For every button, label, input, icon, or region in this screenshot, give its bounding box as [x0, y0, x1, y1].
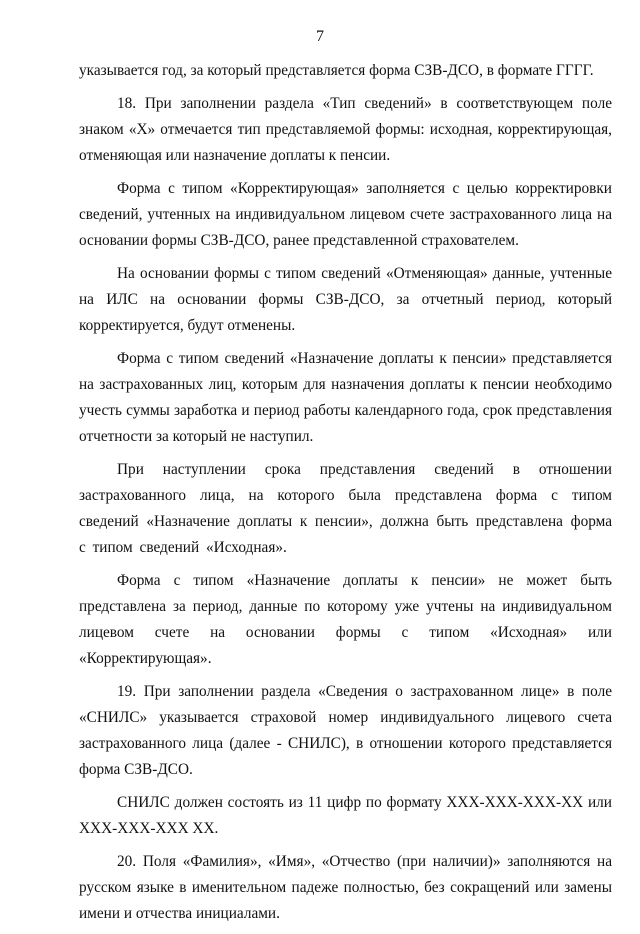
paragraph-year-format: указывается год, за который представляется форма СЗВ-ДСО, в формате ГГГГ. [79, 62, 594, 79]
paragraph-pension-supplement-form: Форма с типом сведений «Назначение доплаты к пенсии» представляется на застрахованных лиц, которым для назначения доплаты к пенсии необходимо учесть суммы заработка и период работы календарного года, срок представления отчетности за который не наступил. [79, 350, 612, 445]
paragraph-item-19: 19. При заполнении раздела «Сведения о застрахованном лице» в поле «СНИЛС» указывается страховой номер индивидуального лицевого счета застрахованного лица (далее - СНИЛС), в отношении которого представляется форма СЗВ-ДСО. [79, 683, 612, 778]
paragraph-cancelling-form: На основании формы с типом сведений «Отменяющая» данные, учтенные на ИЛС на основании формы СЗВ-ДСО, за отчетный период, который корректируется, будут отменены. [79, 265, 612, 334]
document-body [79, 58, 612, 934]
paragraph-supplement-restriction: Форма с типом «Назначение доплаты к пенсии» не может быть представлена за период, данные по которому уже учтены на индивидуальном лицевом счете на основании формы с типом «Исходная» или «Корректирующая». [79, 572, 612, 667]
paragraph-corrective-form: Форма с типом «Корректирующая» заполняется с целью корректировки сведений, учтенных на индивидуальном лицевом счете застрахованного лица на основании формы СЗВ-ДСО, ранее представленной страхователем. [79, 180, 612, 249]
page-number: 7 [316, 28, 324, 45]
paragraph-item-20: 20. Поля «Фамилия», «Имя», «Отчество (при наличии)» заполняются на русском языке в именительном падеже полностью, без сокращений или замены имени и отчества инициалами. [79, 853, 612, 922]
paragraph-item-18: 18. При заполнении раздела «Тип сведений» в соответствующем поле знаком «Х» отмечается тип представляемой формы: исходная, корректирующая, отменяющая или назначение доплаты к пенсии. [79, 95, 612, 164]
paragraph-deadline-original-form: При наступлении срока представления сведений в отношении застрахованного лица, на которого была представлена форма с типом сведений «Назначение доплаты к пенсии», должна быть представлена форма с типом сведений «Исходная». [79, 461, 612, 556]
paragraph-snils-format: СНИЛС должен состоять из 11 цифр по формату XXX-XXX-XXX-XX или XXX-XXX-XXX XX. [79, 794, 612, 837]
